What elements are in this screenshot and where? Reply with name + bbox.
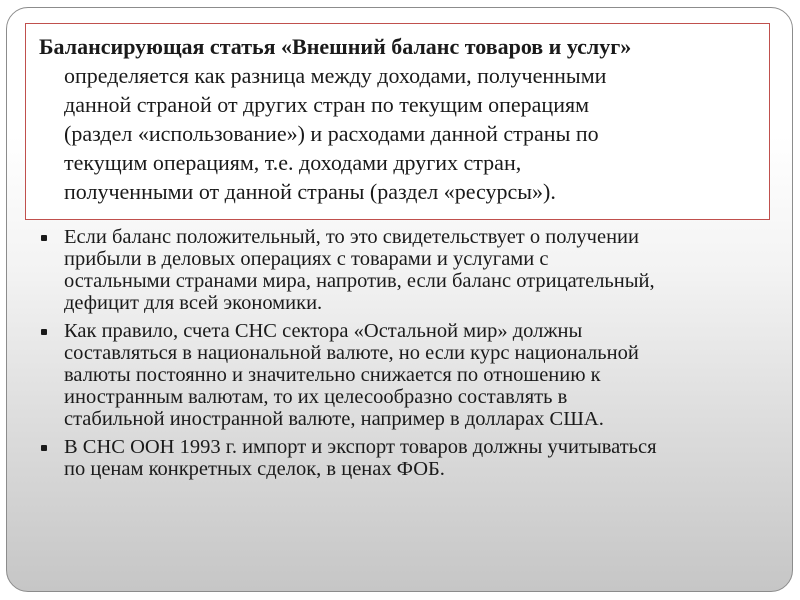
bullet-line: В СНС ООН 1993 г. импорт и экспорт товаров должны учитываться — [64, 436, 657, 458]
bullet-item — [36, 226, 766, 314]
bullet-line: Как правило, счета СНС сектора «Остальной мир» должны — [64, 320, 583, 342]
bullet-line: стабильной иностранной валюте, например в долларах США. — [64, 408, 604, 430]
bullet-line: дефицит для всей экономики. — [64, 292, 323, 314]
definition-line: (раздел «использование») и расходами данной страны по — [64, 121, 599, 146]
bullet-line: прибыли в деловых операциях с товарами и услугами с — [64, 248, 549, 270]
bullet-line: валюты постоянно и значительно снижается по отношению к — [64, 364, 601, 386]
bullet-list — [36, 226, 766, 486]
definition-text — [39, 32, 754, 206]
bullet-line: Если баланс положительный, то это свидетельствует о получении — [64, 226, 640, 248]
bullet-item — [36, 320, 766, 430]
bullet-marker-icon — [41, 329, 47, 335]
definition-line: полученными от данной страны (раздел «ресурсы»). — [64, 179, 556, 204]
bullet-marker-icon — [41, 235, 47, 241]
bullet-line: составляться в национальной валюте, но если курс национальной — [64, 342, 639, 364]
definition-line: определяется как разница между доходами, полученными — [64, 63, 607, 88]
bullet-item — [36, 436, 766, 480]
bullet-line: по ценам конкретных сделок, в ценах ФОБ. — [64, 458, 445, 480]
bullet-line: остальными странами мира, напротив, если баланс отрицательный, — [64, 270, 655, 292]
definition-line: текущим операциям, т.е. доходами других стран, — [64, 150, 522, 175]
definition-line: данной страной от других стран по текущим операциям — [64, 92, 590, 117]
bullet-line: иностранным валютам, то их целесообразно составлять в — [64, 386, 568, 408]
bullet-marker-icon — [41, 445, 47, 451]
definition-lead: Балансирующая статья «Внешний баланс товаров и услуг» — [39, 34, 632, 59]
